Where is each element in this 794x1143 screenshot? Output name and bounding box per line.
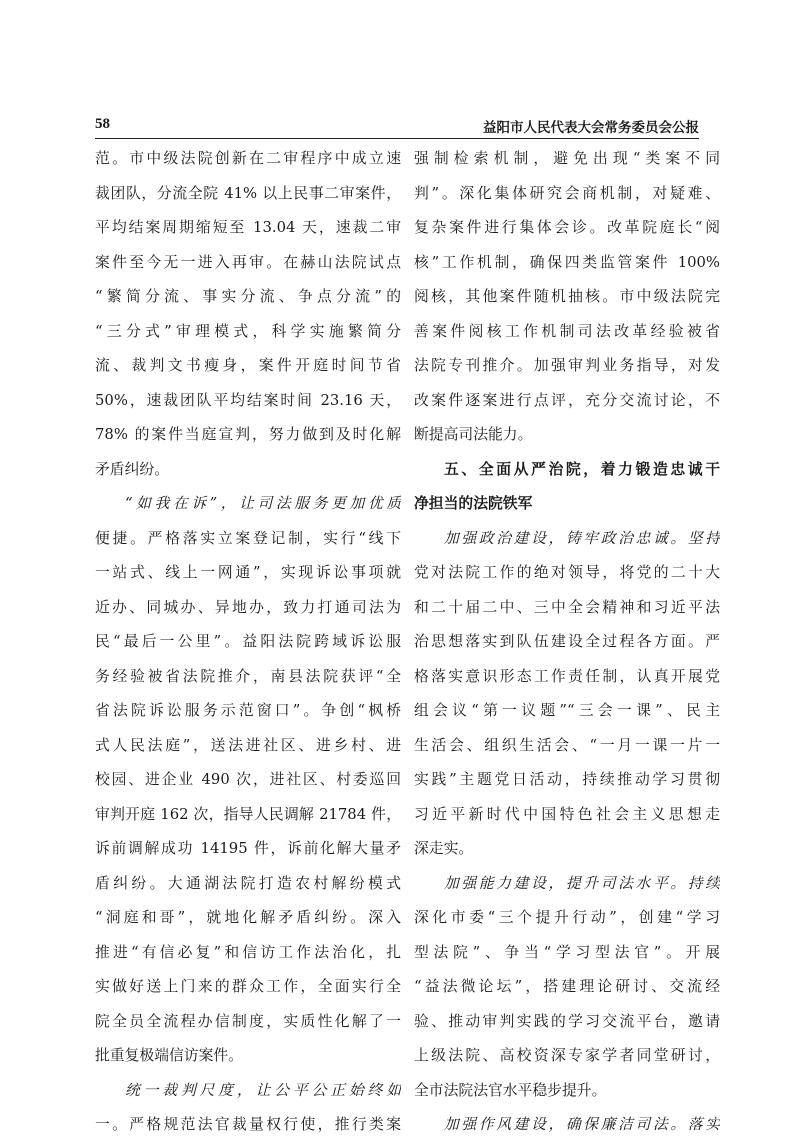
paragraph-lead-line: 加强政治建设，铸牢政治忠诚。坚持: [444, 529, 720, 547]
text-line: 上级法院、高校资深专家学者同堂研讨，: [414, 1047, 720, 1064]
text-line: 复杂案件进行集体会诊。改革院庭长“阅: [414, 219, 720, 236]
text-line: 矛盾纠纷。: [95, 460, 169, 478]
text-line: 实践”主题党日活动，持续推动学习贯彻: [414, 771, 720, 788]
text-line: 深走实。: [414, 840, 474, 857]
text-line: 改案件逐案进行点评，充分交流讨论，不: [414, 391, 720, 409]
text-line: “洞庭和哥”，就地化解矛盾纠纷。深入: [95, 909, 401, 926]
paragraph-lead-line: 加强作风建设，确保廉洁司法。落实: [444, 1116, 720, 1133]
text-line: 核”工作机制，确保四类监管案件 100%: [414, 253, 720, 271]
text-line: 推进“有信必复”和信访工作法治化，扎: [95, 943, 401, 961]
right-column: [414, 142, 720, 1143]
text-line: 型法院”、争当“学习型法官”。开展: [414, 943, 720, 961]
text-line: 验、推动审判实践的学习交流平台，邀请: [414, 1012, 720, 1030]
text-line: 务经验被省法院推介，南县法院获评“全: [95, 667, 401, 685]
text-line: 50%，速裁团队平均结案时间 23.16 天，: [95, 391, 401, 409]
text-line: 78% 的案件当庭宣判，努力做到及时化解: [95, 426, 401, 443]
text-line: 近办、同城办、异地办，致力打通司法为: [95, 598, 401, 616]
text-line: 一。严格规范法官裁量权行使，推行类案: [95, 1116, 401, 1133]
text-line: 强制检索机制，避免出现“类案不同: [414, 150, 720, 167]
text-line: 格落实意识形态工作责任制，认真开展党: [414, 667, 720, 685]
text-line: 省法院诉讼服务示范窗口”。争创“枫桥: [95, 702, 401, 719]
page-number: 58: [95, 116, 110, 132]
text-line: 裁团队，分流全院 41% 以上民事二审案件，: [95, 184, 401, 202]
text-line: 诉前调解成功 14195 件，诉前化解大量矛: [95, 840, 401, 857]
header-rule: [95, 138, 699, 139]
text-line: 校园、进企业 490 次，进社区、村委巡回: [95, 771, 401, 788]
text-line: 习近平新时代中国特色社会主义思想走: [414, 805, 720, 823]
text-line: 组会议“第一议题”“三会一课”、民主: [414, 702, 720, 719]
text-line: 批重复极端信访案件。: [95, 1047, 243, 1064]
text-line: 案件至今无一进入再审。在赫山法院试点: [95, 253, 401, 271]
text-line: 审判开庭 162 次，指导人民调解 21784 件，: [95, 805, 401, 823]
text-line: “繁简分流、事实分流、争点分流”的: [95, 288, 401, 305]
text-line: 盾纠纷。大通湖法院打造农村解纷模式: [95, 874, 401, 892]
left-column: [95, 142, 401, 1143]
text-line: 断提高司法能力。: [414, 426, 533, 443]
text-line: 实做好送上门来的群众工作，全面实行全: [95, 978, 401, 995]
text-line: 范。市中级法院创新在二审程序中成立速: [95, 150, 401, 167]
text-line: 一站式、线上一网通”，实现诉讼事项就: [95, 564, 401, 581]
text-line: 党对法院工作的绝对领导，将党的二十大: [414, 564, 720, 581]
paragraph-lead-line: 统一裁判尺度，让公平公正始终如: [125, 1081, 401, 1099]
text-line: “益法微论坛”，搭建理论研讨、交流经: [414, 978, 720, 995]
journal-title: 益阳市人民代表大会常务委员会公报: [483, 120, 699, 136]
text-line: 流、裁判文书瘦身，案件开庭时间节省: [95, 357, 401, 374]
text-line: 法院专刊推介。加强审判业务指导，对发: [414, 357, 720, 374]
text-line: 式人民法庭”，送法进社区、进乡村、进: [95, 736, 401, 754]
text-line: 治思想落实到队伍建设全过程各方面。严: [414, 633, 720, 650]
text-line: 善案件阅核工作机制司法改革经验被省: [414, 322, 720, 340]
text-line: 和二十届二中、三中全会精神和习近平法: [414, 598, 720, 616]
paragraph-lead-line: “如我在诉”，让司法服务更加优质: [125, 495, 401, 512]
text-line: 生活会、组织生活会、“一月一课一片一: [414, 736, 720, 754]
text-line: 判”。深化集体研究会商机制，对疑难、: [414, 184, 720, 202]
text-line: 院全员全流程办信制度，实质性化解了一: [95, 1012, 401, 1030]
section-heading-line: 五、全面从严治院，着力锻造忠诚干: [444, 460, 720, 478]
text-line: 便捷。严格落实立案登记制，实行“线下: [95, 529, 401, 547]
text-line: 阅核，其他案件随机抽核。市中级法院完: [414, 288, 720, 305]
paragraph-lead-line: 加强能力建设，提升司法水平。持续: [444, 874, 720, 892]
text-line: 深化市委“三个提升行动”，创建“学习: [414, 909, 720, 926]
text-line: “三分式”审理模式，科学实施繁简分: [95, 322, 401, 340]
page-header: [95, 116, 699, 138]
text-line: 全市法院法官水平稳步提升。: [414, 1081, 607, 1099]
text-line: 平均结案周期缩短至 13.04 天，速裁二审: [95, 219, 401, 236]
text-line: 民“最后一公里”。益阳法院跨域诉讼服: [95, 633, 401, 650]
section-heading-line: 净担当的法院铁军: [414, 495, 533, 512]
